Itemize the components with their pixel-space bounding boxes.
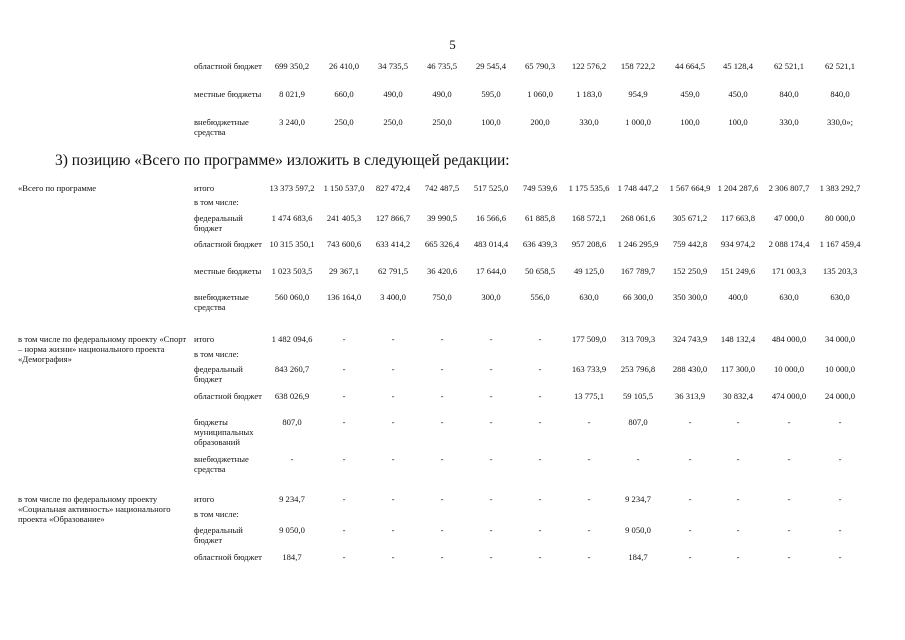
value-cell: 26 410,0 [328,61,360,71]
value-cell: 241 405,3 [326,213,362,223]
value-cell: 490,0 [432,89,452,99]
value-cell: 253 796,8 [620,364,656,374]
value-cell: - [838,417,842,427]
value-cell: 450,0 [728,89,748,99]
row-label: областной бюджет [194,391,262,401]
table-row [0,364,905,392]
row-label: внебюджетные средства [194,454,249,474]
value-cell: 29 367,1 [328,266,360,276]
value-cell: 16 566,6 [475,213,507,223]
value-cell: - [587,525,591,535]
value-cell: 1 567 664,9 [669,183,711,193]
value-cell: 699 350,2 [274,61,310,71]
value-cell: 330,0 [579,117,599,127]
value-cell: 122 576,2 [571,61,607,71]
value-cell: - [440,334,444,344]
value-cell: 117 663,8 [720,213,756,223]
value-cell: 1 482 094,6 [271,334,313,344]
value-cell: 61 885,8 [524,213,556,223]
row-label: в том числе: [194,509,239,519]
value-cell: - [838,525,842,535]
value-cell: 10 000,0 [773,364,805,374]
value-cell: 636 439,3 [522,239,558,249]
value-cell: - [538,525,542,535]
value-cell: - [838,454,842,464]
value-cell: - [290,454,294,464]
value-cell: - [489,552,493,562]
value-cell: 36 313,9 [674,391,706,401]
value-cell: 148 132,4 [720,334,756,344]
value-cell: 1 023 503,5 [271,266,313,276]
value-cell: 630,0 [779,292,799,302]
value-cell: - [736,525,740,535]
value-cell: - [688,552,692,562]
value-cell: 100,0 [481,117,501,127]
value-cell: 400,0 [728,292,748,302]
value-cell: 34 000,0 [824,334,856,344]
value-cell: - [391,364,395,374]
row-label: федеральный бюджет [194,364,243,384]
value-cell: - [587,552,591,562]
table-row [0,454,905,482]
value-cell: 24 000,0 [824,391,856,401]
table-row [0,292,905,320]
value-cell: - [688,417,692,427]
value-cell: - [489,417,493,427]
group-title: «Всего по программе [18,183,97,193]
group-title: в том числе по федеральному проекту «Социальная активность» национального проекта «Образование» [18,494,171,524]
value-cell: 1 000,0 [625,117,651,127]
value-cell: - [440,454,444,464]
table-row [0,525,905,553]
value-cell: 36 420,6 [426,266,458,276]
value-cell: 827 472,4 [375,183,411,193]
value-cell: 45 128,4 [722,61,754,71]
value-cell: 474 000,0 [771,391,807,401]
value-cell: - [489,364,493,374]
value-cell: 13 775,1 [573,391,605,401]
value-cell: 459,0 [680,89,700,99]
value-cell: 750,0 [432,292,452,302]
value-cell: 759 442,8 [672,239,708,249]
value-cell: 39 990,5 [426,213,458,223]
row-label: областной бюджет [194,239,262,249]
value-cell: - [391,334,395,344]
value-cell: - [440,364,444,374]
value-cell: 2 088 174,4 [768,239,810,249]
value-cell: 100,0 [728,117,748,127]
value-cell: 49 125,0 [573,266,605,276]
value-cell: - [538,364,542,374]
value-cell: 66 300,0 [622,292,654,302]
value-cell: - [787,525,791,535]
table-row [0,417,905,445]
value-cell: 633 414,2 [375,239,411,249]
value-cell: 135 203,3 [822,266,858,276]
value-cell: - [736,552,740,562]
row-label: местные бюджеты [194,89,262,99]
value-cell: 151 249,6 [720,266,756,276]
value-cell: 250,0 [432,117,452,127]
value-cell: - [787,552,791,562]
value-cell: - [787,454,791,464]
value-cell: 163 733,9 [571,364,607,374]
value-cell: - [342,454,346,464]
value-cell: 158 722,2 [620,61,656,71]
table-row [0,89,905,117]
row-label: в том числе: [194,349,239,359]
value-cell: 556,0 [530,292,550,302]
table-row [0,239,905,267]
value-cell: 167 789,7 [620,266,656,276]
table-row [0,117,905,145]
value-cell: 127 866,7 [375,213,411,223]
value-cell: 59 105,5 [622,391,654,401]
value-cell: 44 664,5 [674,61,706,71]
value-cell: 250,0 [383,117,403,127]
value-cell: 954,9 [628,89,648,99]
value-cell: - [538,417,542,427]
value-cell: - [391,417,395,427]
value-cell: 490,0 [383,89,403,99]
value-cell: 330,0 [779,117,799,127]
value-cell: 3 400,0 [380,292,406,302]
value-cell: 65 790,3 [524,61,556,71]
table-row [0,266,905,294]
value-cell: - [391,391,395,401]
value-cell: 1 383 292,7 [819,183,861,193]
value-cell: 34 735,5 [377,61,409,71]
value-cell: - [736,417,740,427]
value-cell: 1 246 295,9 [617,239,659,249]
value-cell: - [489,334,493,344]
value-cell: 171 003,3 [771,266,807,276]
value-cell: 660,0 [334,89,354,99]
value-cell: - [688,525,692,535]
value-cell: 840,0 [779,89,799,99]
row-label: бюджеты муниципальных образований [194,417,254,447]
value-cell: 152 250,9 [672,266,708,276]
table-row [0,61,905,89]
value-cell: 749 539,6 [522,183,558,193]
value-cell: - [391,454,395,464]
value-cell: 807,0 [282,417,302,427]
value-cell: - [342,417,346,427]
value-cell: - [440,494,444,504]
value-cell: - [391,552,395,562]
value-cell: - [342,494,346,504]
value-cell: 13 373 597,2 [269,183,315,193]
row-label: внебюджетные средства [194,117,249,137]
value-cell: - [736,454,740,464]
value-cell: 807,0 [628,417,648,427]
value-cell: 300,0 [481,292,501,302]
value-cell: 324 743,9 [672,334,708,344]
value-cell: 483 014,4 [473,239,509,249]
value-cell: 268 061,6 [620,213,656,223]
page-number: 5 [449,37,456,52]
value-cell: 30 832,4 [722,391,754,401]
value-cell: 1 175 535,6 [568,183,610,193]
row-label: местные бюджеты [194,266,262,276]
value-cell: - [587,494,591,504]
value-cell: - [538,454,542,464]
value-cell: - [489,494,493,504]
value-cell: 484 000,0 [771,334,807,344]
section-heading: 3) позицию «Всего по программе» изложить в следующей редакции: [55,152,510,169]
value-cell: - [838,552,842,562]
value-cell: 517 525,0 [473,183,509,193]
table-row [0,213,905,241]
value-cell: - [787,494,791,504]
value-cell: 1 060,0 [527,89,553,99]
value-cell: - [342,552,346,562]
value-cell: 250,0 [334,117,354,127]
value-cell: - [440,391,444,401]
value-cell: 29 545,4 [475,61,507,71]
value-cell: 9 050,0 [279,525,305,535]
value-cell: 8 021,9 [279,89,305,99]
value-cell: 62 521,1 [773,61,805,71]
value-cell: 3 240,0 [279,117,305,127]
value-cell: - [342,334,346,344]
value-cell: 80 000,0 [824,213,856,223]
row-label: федеральный бюджет [194,525,243,545]
value-cell: 743 600,6 [326,239,362,249]
value-cell: - [538,494,542,504]
row-label: областной бюджет [194,552,262,562]
value-cell: 1 474 683,6 [271,213,313,223]
value-cell: 9 050,0 [625,525,651,535]
value-cell: 288 430,0 [672,364,708,374]
value-cell: - [489,391,493,401]
row-label: итого [194,334,215,344]
value-cell: 665 326,4 [424,239,460,249]
value-cell: - [391,525,395,535]
value-cell: 46 735,5 [426,61,458,71]
table-row [0,391,905,419]
row-label: в том числе: [194,197,239,207]
value-cell: 350 300,0 [672,292,708,302]
value-cell: 1 748 447,2 [617,183,659,193]
value-cell: 1 204 287,6 [717,183,759,193]
value-cell: 313 709,3 [620,334,656,344]
value-cell: 117 300,0 [720,364,756,374]
value-cell: - [587,417,591,427]
value-cell: 1 167 459,4 [819,239,861,249]
value-cell: 1 150 537,0 [323,183,365,193]
value-cell: - [440,552,444,562]
value-cell: - [688,494,692,504]
value-cell: - [787,417,791,427]
value-cell: 62 521,1 [824,61,856,71]
group-title: в том числе по федеральному проекту «Спорт – норма жизни» национального проекта «Демография» [18,334,187,364]
value-cell: 177 509,0 [571,334,607,344]
value-cell: 9 234,7 [625,494,651,504]
value-cell: 1 183,0 [576,89,602,99]
value-cell: 330,0»; [826,117,854,127]
value-cell: - [440,525,444,535]
value-cell: - [489,454,493,464]
table-row [0,552,905,580]
value-cell: 200,0 [530,117,550,127]
value-cell: 957 208,6 [571,239,607,249]
value-cell: 595,0 [481,89,501,99]
value-cell: 630,0 [579,292,599,302]
value-cell: 50 658,5 [524,266,556,276]
value-cell: 843 260,7 [274,364,310,374]
value-cell: - [736,494,740,504]
value-cell: - [489,525,493,535]
value-cell: 10 315 350,1 [269,239,315,249]
value-cell: 62 791,5 [377,266,409,276]
value-cell: - [636,454,640,464]
row-label: итого [194,183,215,193]
value-cell: 840,0 [830,89,850,99]
value-cell: - [342,525,346,535]
row-label: итого [194,494,215,504]
value-cell: - [538,552,542,562]
value-cell: 184,7 [282,552,302,562]
value-cell: - [440,417,444,427]
value-cell: 17 644,0 [475,266,507,276]
row-label: областной бюджет [194,61,262,71]
value-cell: - [838,494,842,504]
row-label: внебюджетные средства [194,292,249,312]
row-label: федеральный бюджет [194,213,243,233]
value-cell: - [342,364,346,374]
value-cell: 184,7 [628,552,648,562]
value-cell: - [342,391,346,401]
value-cell: 136 164,0 [326,292,362,302]
value-cell: - [538,334,542,344]
value-cell: 560 060,0 [274,292,310,302]
value-cell: 9 234,7 [279,494,305,504]
value-cell: 100,0 [680,117,700,127]
value-cell: - [688,454,692,464]
value-cell: 305 671,2 [672,213,708,223]
value-cell: 10 000,0 [824,364,856,374]
value-cell: - [538,391,542,401]
value-cell: 47 000,0 [773,213,805,223]
value-cell: 638 026,9 [274,391,310,401]
value-cell: 2 306 807,7 [768,183,810,193]
value-cell: - [391,494,395,504]
value-cell: 742 487,5 [424,183,460,193]
value-cell: 168 572,1 [571,213,607,223]
value-cell: 934 974,2 [720,239,756,249]
value-cell: 630,0 [830,292,850,302]
value-cell: - [587,454,591,464]
